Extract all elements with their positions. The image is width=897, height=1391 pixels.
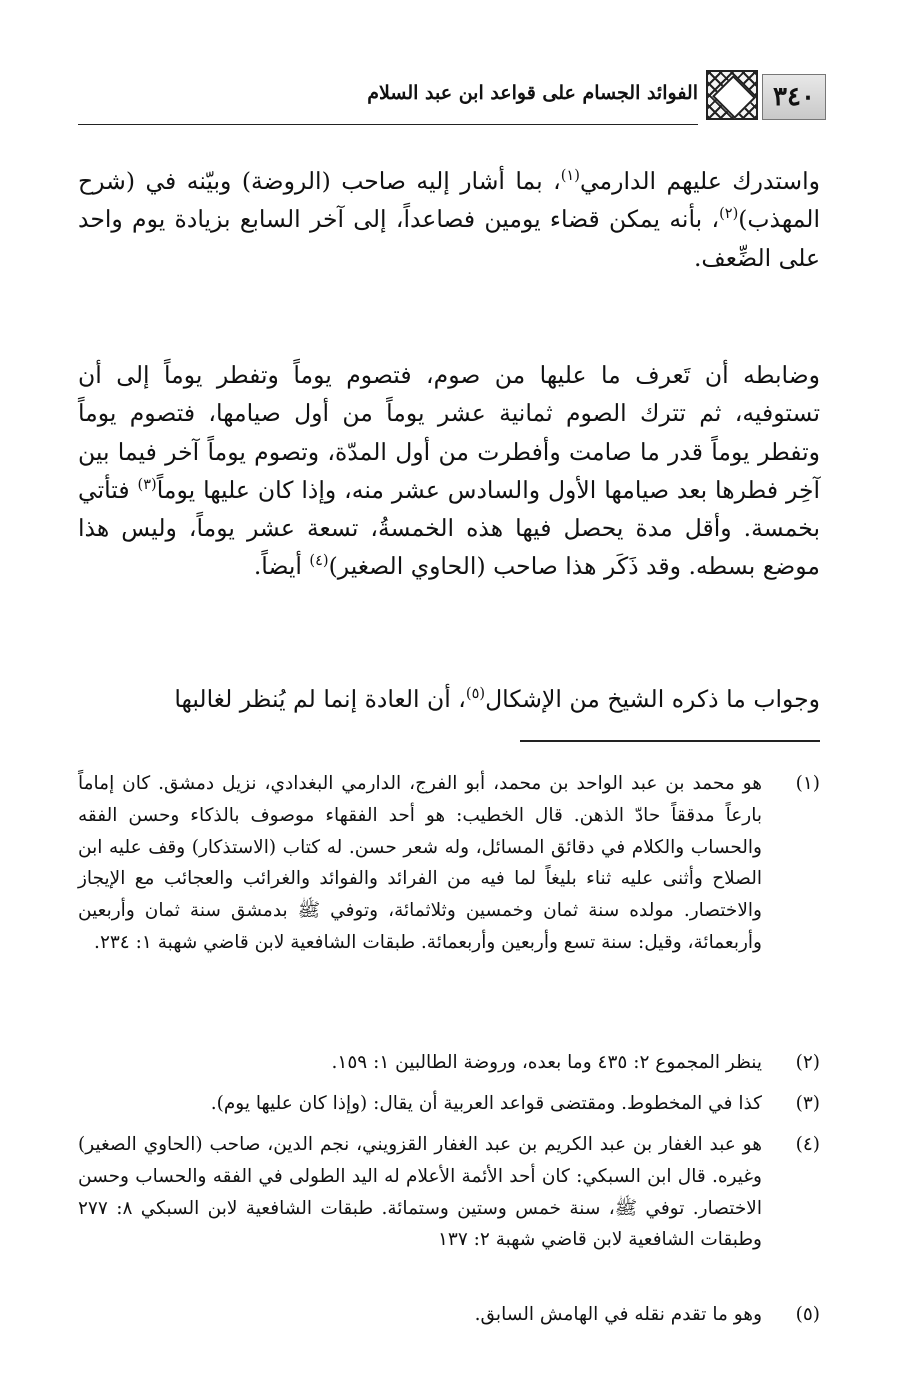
page-number: ٣٤٠ [762,74,826,120]
ornament-icon [706,70,758,120]
footnote-ref-5: (٥) [465,685,486,703]
paragraph-3: وجواب ما ذكره الشيخ من الإشكال$^{(٥)}$، أن العادة إنما لم يُنظر لغالبها [174,685,820,713]
paragraph-2: وضابطه أن تَعرف ما عليها من صوم، فتصوم يوماً وتفطر يوماً إلى أن تستوفيه، ثم تترك الصوم ثمانية عشر يوماً من أول صيامها، فتصوم يوماً وتفطر يوماً قدر ما صامت وأفطرت من أول المدّة، وتصوم يوماً آخر فيما بين آخِر فطرها بعد صيامها الأول والسادس عشر منه، وإذا كان عليها يوماً$^{(٣)}$ فتأتي بخمسة. وأقل مدة يحصل فيها هذه الخمسةُ، تسعة عشر يوماً، وليس هذا موضع بسطه. وقد ذَكَر هذا صاحب (الحاوي الصغير)$^{(٤)}$ أيضاً. [78,361,820,581]
footnote-ref-4: (٤) [309,552,329,570]
footnote-5: (٥) وهو ما تقدم نقله في الهامش السابق. [474,1304,820,1325]
footnote-ref-3: (٣) [137,476,157,494]
footnote-1: (١) هو محمد بن عبد الواحد بن محمد، أبو الفرج، الدارمي البغدادي، نزيل دمشق. كان إماماً بارعاً مدققاً حادّ الذهن. قال الخطيب: هو أحد الفقهاء موصوف بالذكاء وحسن الفقه والحساب والكلام في دقائق المسائل، وله شعر حسن. له كتاب (الاستذكار) وقف عليه ابن الصلاح وأثنى عليه ثناء بليغاً لما فيه من الفرائد والفوائد والغرائب والعجائب مع الإيجاز والاختصار. مولده سنة ثمان وخمسين وثلاثمائة، وتوفي ﷺ بدمشق سنة ثمان وأربعين وأربعمائة، وقيل: سنة تسع وأربعين وأربعمائة. طبقات الشافعية لابن قاضي شهبة ١: ٢٣٤. [78,773,820,954]
footnote-3: (٣) كذا في المخطوط. ومقتضى قواعد العربية أن يقال: (وإذا كان عليها يوم). [210,1093,820,1114]
page-header [78,58,826,128]
running-title: الفوائد الجسام على قواعد ابن عبد السلام [367,82,698,104]
footnote-ref-1: (١) [560,167,580,185]
header-rule [78,124,698,125]
footnote-separator [520,740,820,742]
footnote-ref-2: (٢) [719,205,739,223]
paragraph-1: واستدرك عليهم الدارمي$^{(١)}$، بما أشار إليه صاحب (الروضة) وبيّنه في (شرح المهذب)$^{(٢)}$، بأنه يمكن قضاء يومين فصاعداً، إلى آخر السابع بزيادة يوم واحد على الضِّعف. [78,167,821,272]
footnote-2: (٢) ينظر المجموع ٢: ٤٣٥ وما بعده، وروضة الطالبين ١: ١٥٩. [331,1052,820,1073]
footnote-4: (٤) هو عبد الغفار بن عبد الكريم بن عبد الغفار القزويني، نجم الدين، صاحب (الحاوي الصغير) وغيره. قال ابن السبكي: كان أحد الأئمة الأعلام له اليد الطولى في الفقه والحساب وحسن الاختصار. توفي ﷺ، سنة خمس وستين وستمائة. طبقات الشافعية لابن السبكي ٨: ٢٧٧ وطبقات الشافعية لابن قاضي شهبة ٢: ١٣٧ [78,1134,820,1251]
